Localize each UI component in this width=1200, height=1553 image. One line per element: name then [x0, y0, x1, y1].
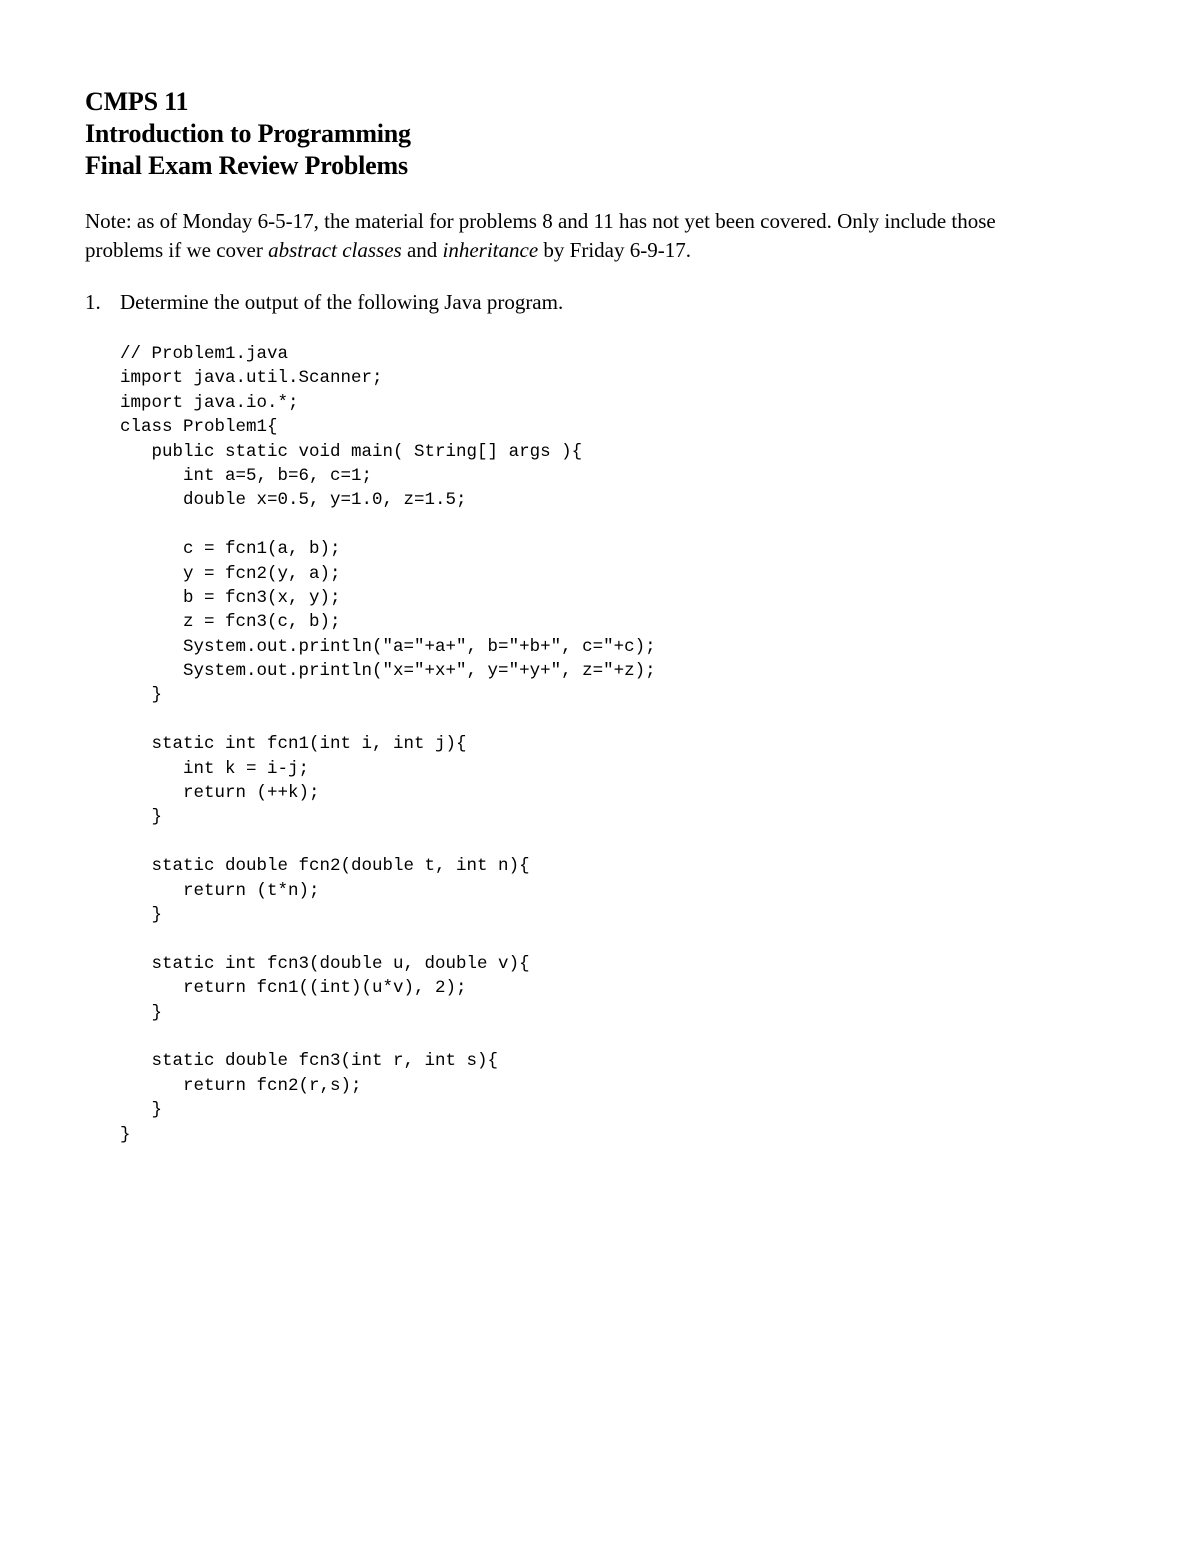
code-line: } [120, 807, 163, 828]
note-line-2-suffix: by Friday 6-9-17. [538, 238, 691, 262]
code-line: import java.util.Scanner; [120, 368, 383, 389]
code-line: y = fcn2(y, a); [120, 563, 341, 584]
code-line: } [120, 1100, 163, 1121]
code-line [120, 830, 656, 854]
code-line: System.out.println("x="+x+", y="+y+", z="+z); [120, 661, 656, 682]
problem-1-prompt [85, 288, 563, 317]
code-line [120, 513, 656, 537]
code-line: b = fcn3(x, y); [120, 587, 341, 608]
code-line: static int fcn3(double u, double v){ [120, 953, 530, 974]
problem-text: Determine the output of the following Java program. [120, 290, 564, 314]
code-line: static int fcn1(int i, int j){ [120, 734, 467, 755]
code-listing [120, 342, 656, 1147]
note-line-2 [85, 236, 1125, 265]
course-title: Introduction to Programming [85, 119, 411, 148]
document-header [85, 86, 411, 182]
code-line: static double fcn2(double t, int n){ [120, 856, 530, 877]
code-line: } [120, 904, 163, 925]
code-line: import java.io.*; [120, 392, 299, 413]
document-title: Final Exam Review Problems [85, 151, 408, 180]
coverage-note [85, 207, 1125, 265]
note-and: and [401, 238, 443, 262]
code-line: } [120, 1124, 131, 1145]
code-line: return (t*n); [120, 880, 320, 901]
code-line: return (++k); [120, 783, 320, 804]
code-line: double x=0.5, y=1.0, z=1.5; [120, 490, 467, 511]
note-abstract-classes: abstract classes [268, 238, 402, 262]
code-line: int a=5, b=6, c=1; [120, 465, 373, 486]
code-line: c = fcn1(a, b); [120, 539, 341, 560]
course-code: CMPS 11 [85, 87, 189, 116]
code-line: return fcn1((int)(u*v), 2); [120, 978, 467, 999]
problem-number: 1. [85, 290, 101, 314]
code-line [120, 1025, 656, 1049]
code-line [120, 708, 656, 732]
code-line: class Problem1{ [120, 417, 278, 438]
code-line: } [120, 1002, 163, 1023]
code-line: return fcn2(r,s); [120, 1075, 362, 1096]
code-line: int k = i-j; [120, 758, 310, 779]
code-line: // Problem1.java [120, 344, 289, 364]
code-line: } [120, 685, 163, 706]
code-line: z = fcn3(c, b); [120, 612, 341, 633]
code-line: public static void main( String[] args ){ [120, 441, 583, 462]
note-line-2-prefix: problems if we cover [85, 238, 269, 262]
note-inheritance: inheritance [442, 238, 539, 262]
code-line: static double fcn3(int r, int s){ [120, 1051, 499, 1072]
code-line: System.out.println("a="+a+", b="+b+", c="+c); [120, 636, 656, 657]
note-line-1: Note: as of Monday 6-5-17, the material for problems 8 and 11 has not yet been covered. Only include those [85, 209, 996, 233]
code-line [120, 927, 656, 951]
